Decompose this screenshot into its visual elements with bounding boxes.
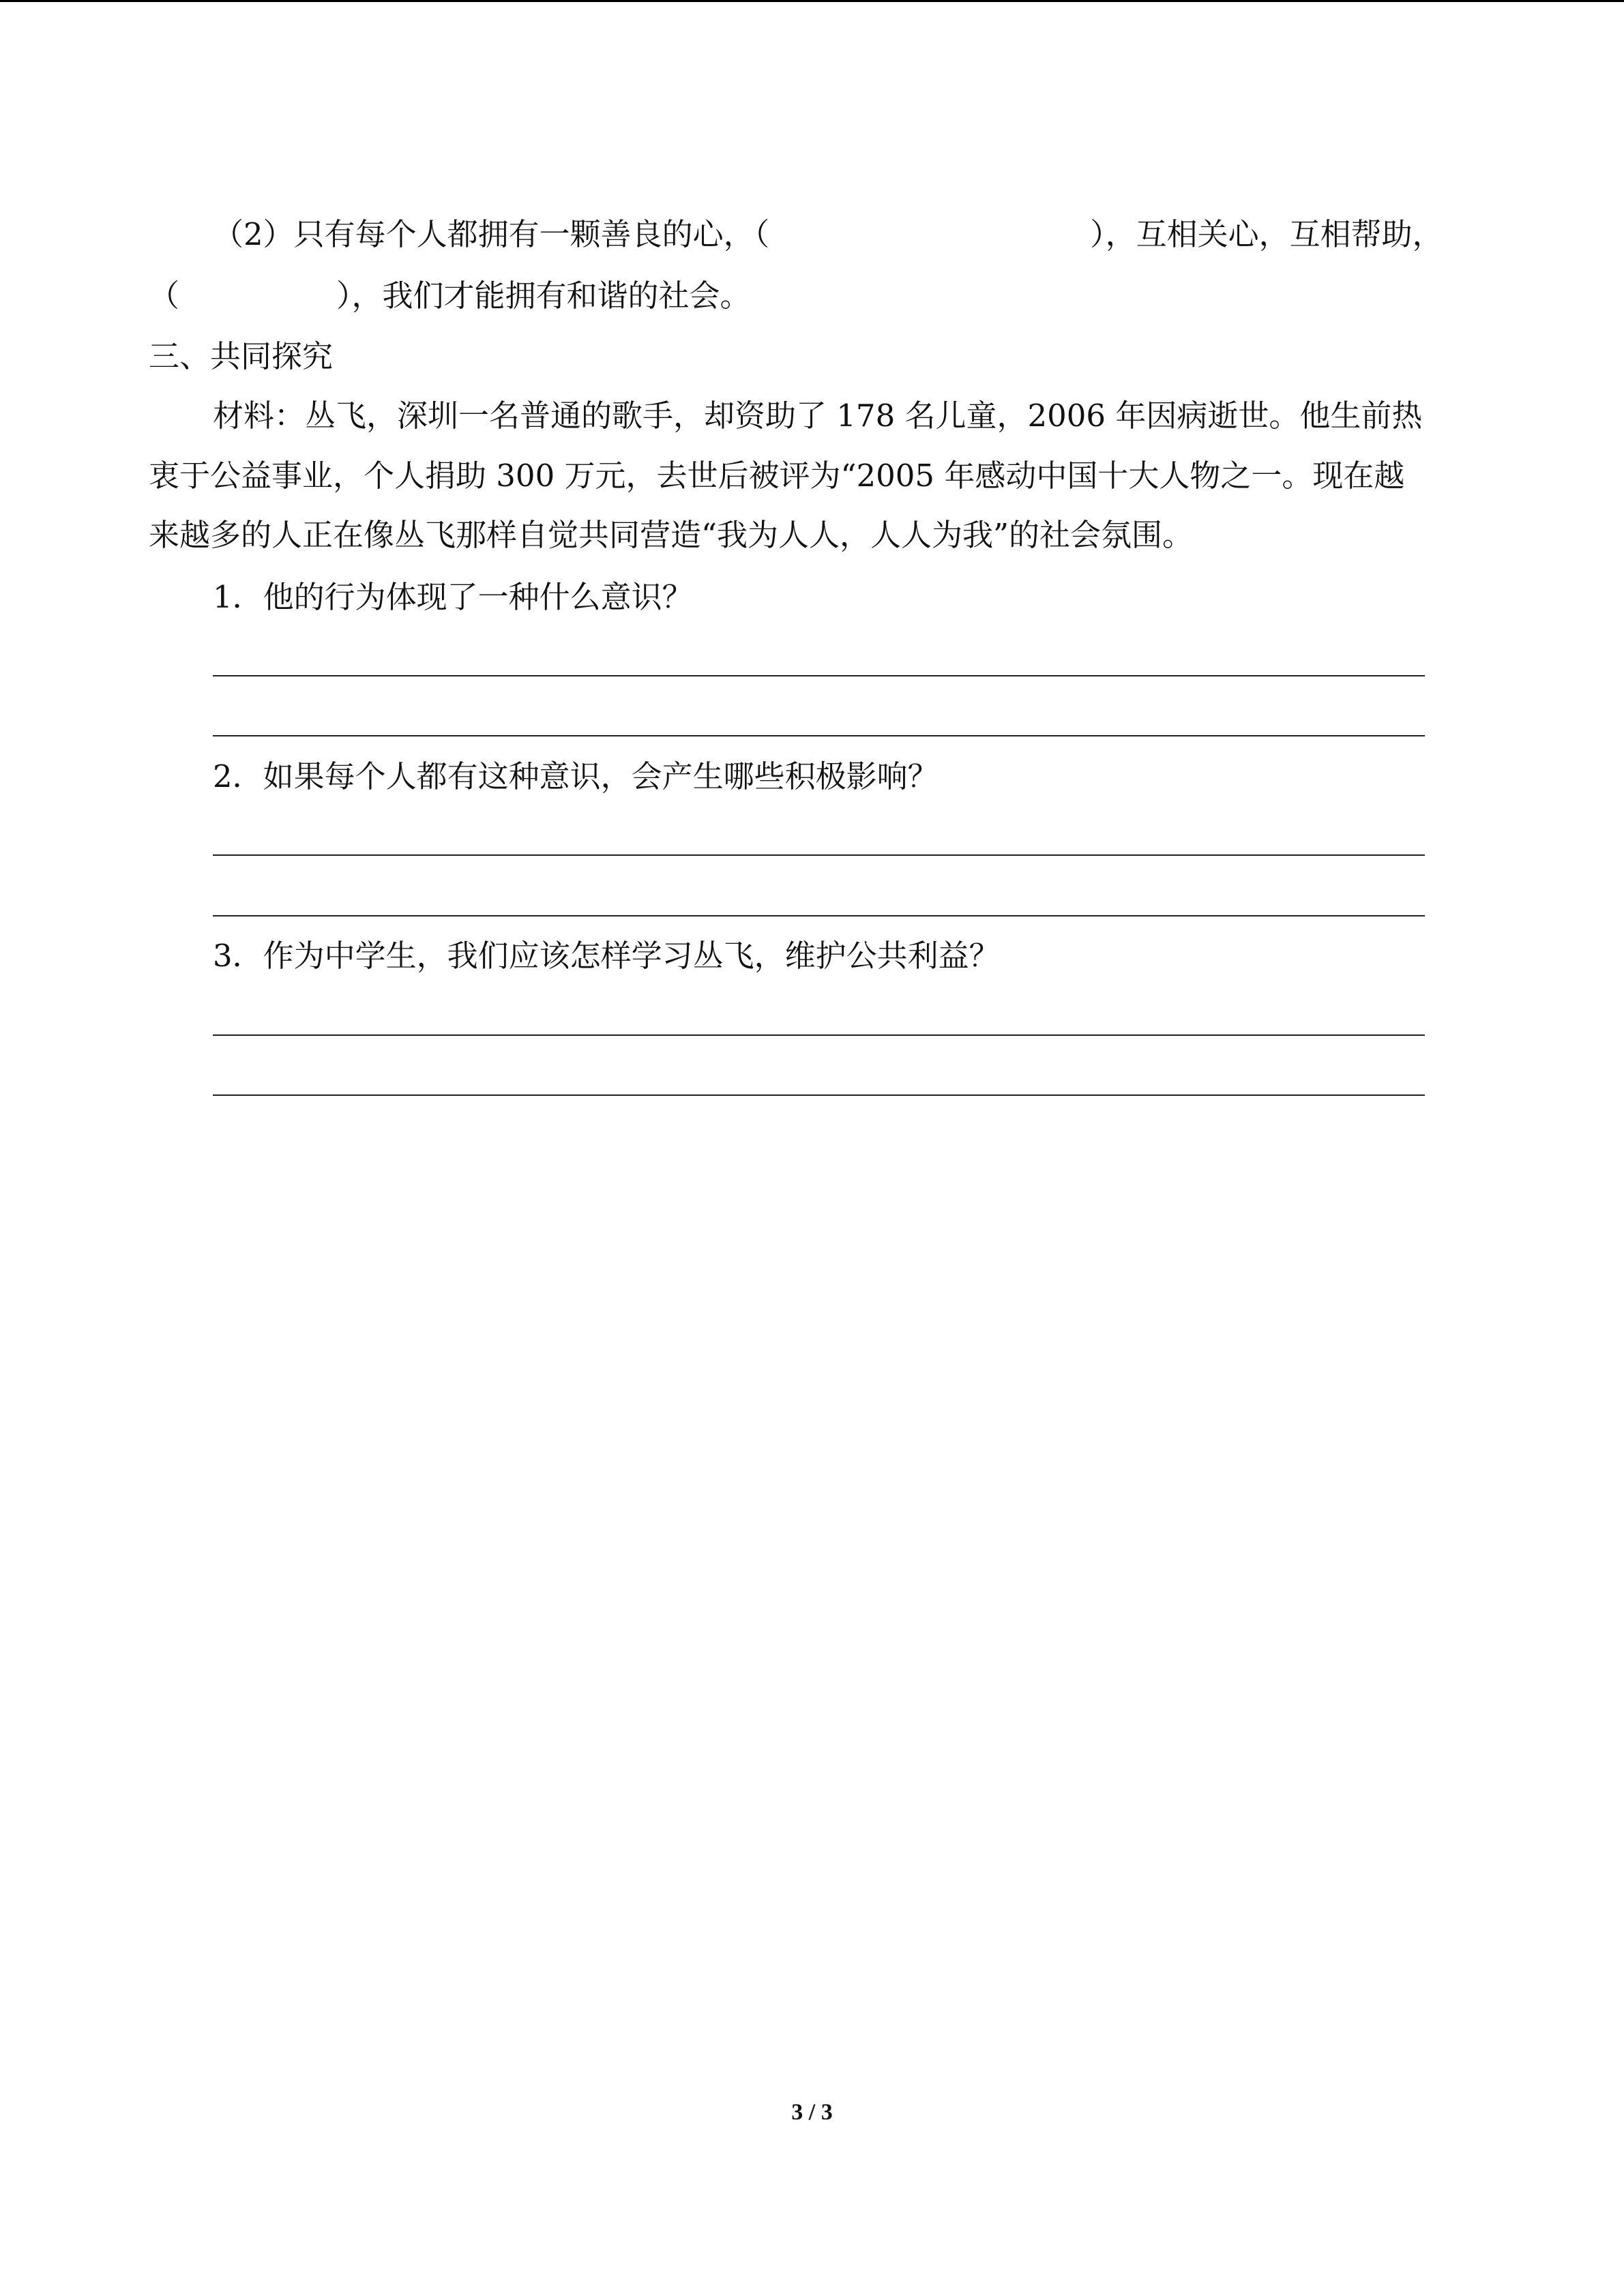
material-line-1: 材料：丛飞，深圳一名普通的歌手，却资助了 178 名儿童，2006 年因病逝世。他生前热: [213, 398, 1423, 434]
question-3: 3．作为中学生，我们应该怎样学习丛飞，维护公共利益？: [213, 938, 1000, 974]
fill-in-text-3: （: [149, 278, 180, 314]
top-border: [0, 0, 1624, 2]
answer-line[interactable]: [213, 1094, 1425, 1096]
material-line-3: 来越多的人正在像丛飞那样自觉共同营造“我为人人，人人为我”的社会氛围。: [149, 517, 1194, 553]
question-2: 2．如果每个人都有这种意识，会产生哪些积极影响？: [213, 758, 939, 794]
question-1: 1．他的行为体现了一种什么意识？: [213, 579, 693, 615]
fill-in-text-1: （2）只有每个人都拥有一颗善良的心，（: [213, 216, 770, 252]
fill-in-text-2: ），互相关心，互相帮助，: [1090, 216, 1443, 252]
answer-line[interactable]: [213, 735, 1425, 736]
answer-line[interactable]: [213, 1034, 1425, 1036]
answer-line[interactable]: [213, 854, 1425, 856]
fill-in-question-2-line1: [213, 214, 1443, 255]
answer-line[interactable]: [213, 675, 1425, 676]
section-heading: 三、共同探究: [149, 338, 334, 374]
page-number: 3 / 3: [791, 2100, 833, 2125]
fill-in-question-2-line2: [149, 275, 751, 316]
material-line-2: 衷于公益事业，个人捐助 300 万元，去世后被评为“2005 年感动中国十大人物之一。现在越: [149, 458, 1405, 494]
fill-in-text-4: ），我们才能拥有和谐的社会。: [336, 278, 751, 314]
answer-line[interactable]: [213, 915, 1425, 916]
